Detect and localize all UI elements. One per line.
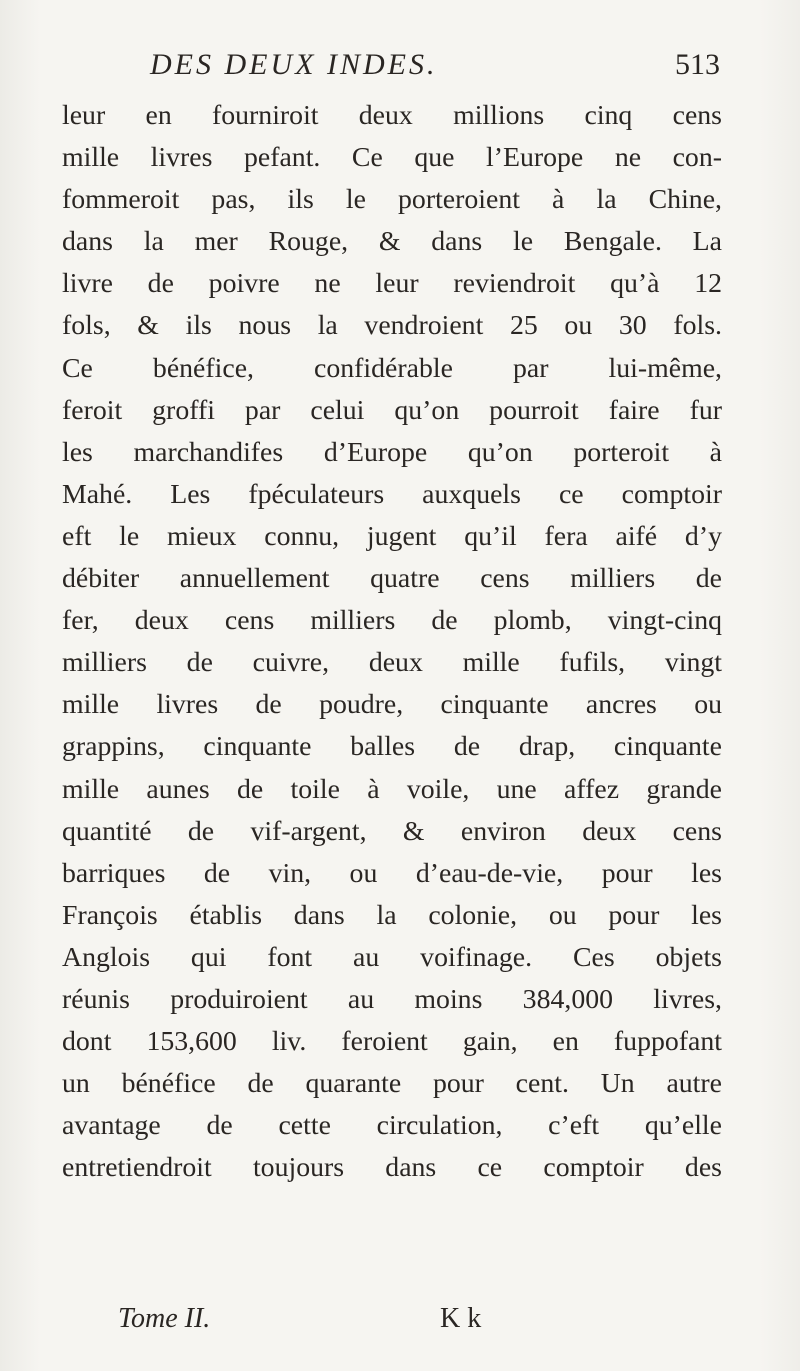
text-line: Mahé. Les fpéculateurs auxquels ce comptoir: [62, 478, 722, 510]
text-line: fols, & ils nous la vendroient 25 ou 30 fols.: [62, 310, 722, 342]
text-line: entretiendroit toujours dans ce comptoir des: [62, 1152, 722, 1184]
text-line: fer, deux cens milliers de plomb, vingt-cinq: [62, 605, 722, 637]
text-line: Anglois qui font au voifinage. Ces objets: [62, 941, 722, 973]
volume-label: Tome II.: [118, 1303, 211, 1334]
text-line: réunis produiroient au moins 384,000 livres,: [62, 983, 722, 1015]
text-line: un bénéfice de quarante pour cent. Un autre: [62, 1068, 722, 1100]
text-line: dans la mer Rouge, & dans le Bengale. La: [62, 226, 722, 258]
text-line: dont 153,600 liv. feroient gain, en fuppofant: [62, 1026, 722, 1058]
text-line: feroit groffi par celui qu’on pourroit faire fur: [62, 394, 722, 426]
text-line: quantité de vif-argent, & environ deux cens: [62, 815, 722, 847]
text-line: les marchandifes d’Europe qu’on porteroit à: [62, 436, 722, 468]
text-line: eft le mieux connu, jugent qu’il fera aifé d’y: [62, 520, 722, 552]
running-title: DES DEUX INDES.: [150, 48, 438, 81]
page-header: [150, 48, 720, 92]
text-line: Ce bénéfice, confidérable par lui-même,: [62, 352, 722, 384]
text-line: mille livres pefant. Ce que l’Europe ne con-: [62, 142, 722, 174]
text-line: avantage de cette circulation, c’eft qu’elle: [62, 1110, 722, 1142]
text-line: livre de poivre ne leur reviendroit qu’à 12: [62, 268, 722, 300]
text-line: leur en fourniroit deux millions cinq cens: [62, 100, 722, 131]
text-line: mille aunes de toile à voile, une affez grande: [62, 773, 722, 805]
body-text: [62, 95, 722, 1189]
text-line: mille livres de poudre, cinquante ancres ou: [62, 689, 722, 721]
text-line: fommeroit pas, ils le porteroient à la Chine,: [62, 184, 722, 216]
text-line: grappins, cinquante balles de drap, cinquante: [62, 731, 722, 763]
text-line: milliers de cuivre, deux mille fufils, vingt: [62, 647, 722, 679]
text-line: débiter annuellement quatre cens milliers de: [62, 563, 722, 595]
signature-mark: K k: [440, 1303, 482, 1334]
text-line: François établis dans la colonie, ou pour les: [62, 899, 722, 931]
page-number: 513: [675, 48, 720, 81]
text-line: barriques de vin, ou d’eau-de-vie, pour les: [62, 857, 722, 889]
